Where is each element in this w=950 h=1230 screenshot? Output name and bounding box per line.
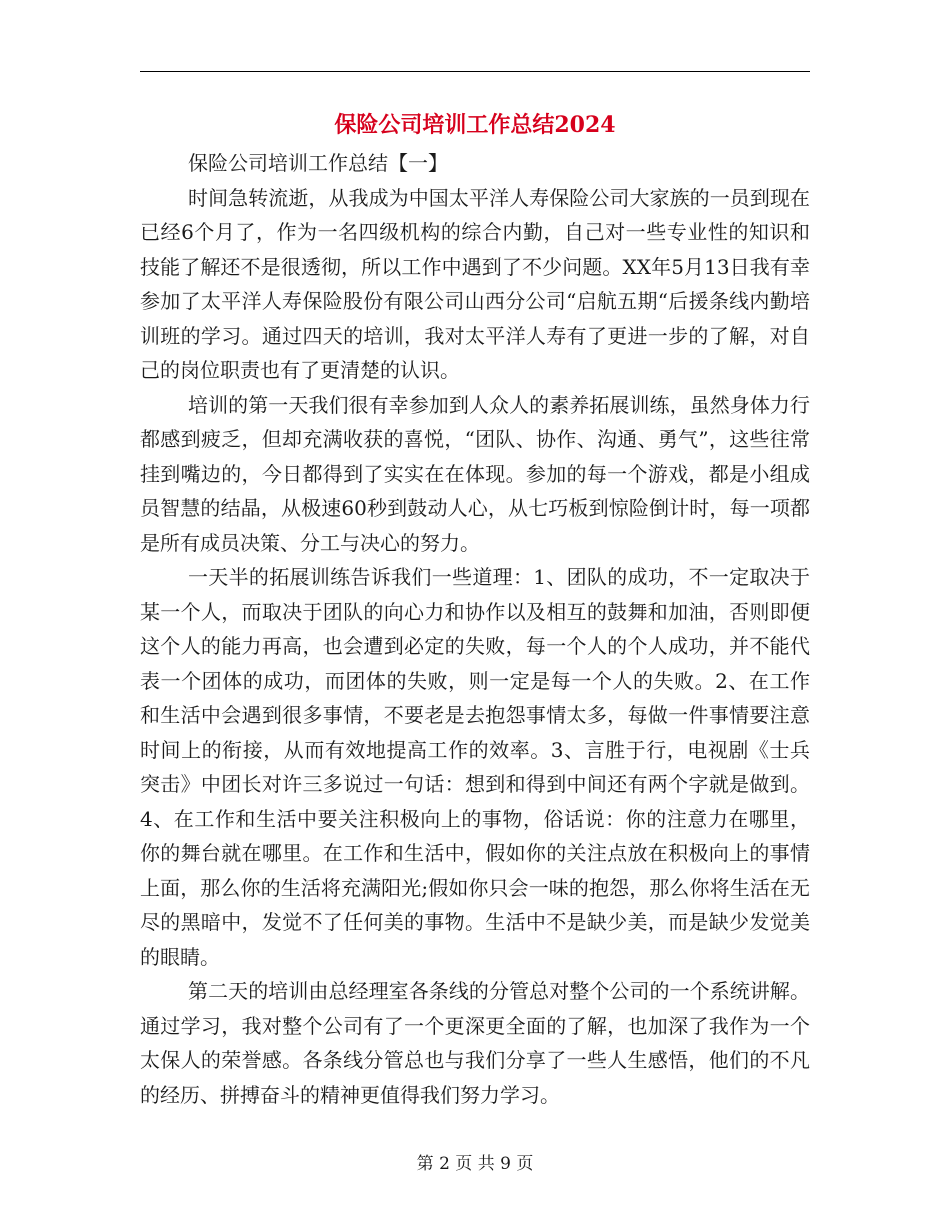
page-number-footer: 第 2 页 共 9 页	[416, 1154, 534, 1174]
document-body	[140, 146, 810, 1112]
document-title: 保险公司培训工作总结2024	[334, 112, 616, 138]
paragraph-2: 培训的第一天我们很有幸参加到人众人的素养拓展训练，虽然身体力行都感到疲乏，但却充满收获的喜悦，“团队、协作、沟通、勇气”，这些往常挂到嘴边的，今日都得到了实实在在体现。参加的每一个游戏，都是小组成员智慧的结晶，从极速60秒到鼓动人心，从七巧板到惊险倒计时，每一项都是所有成员决策、分工与决心的努力。	[140, 392, 810, 555]
paragraph-4: 第二天的培训由总经理室各条线的分管总对整个公司的一个系统讲解。通过学习，我对整个公司有了一个更深更全面的了解，也加深了我作为一个太保人的荣誉感。各条线分管总也与我们分享了一些人生感悟，他们的不凡的经历、拼搏奋斗的精神更值得我们努力学习。	[140, 979, 810, 1107]
paragraph-1: 时间急转流逝，从我成为中国太平洋人寿保险公司大家族的一员到现在已经6个月了，作为一名四级机构的综合内勤，自己对一些专业性的知识和技能了解还不是很透彻，所以工作中遇到了不少问题。XX年5月13日我有幸参加了太平洋人寿保险股份有限公司山西分公司“启航五期“后援条线内勤培训班的学习。通过四天的培训，我对太平洋人寿有了更进一步的了解，对自己的岗位职责也有了更清楚的认识。	[140, 185, 810, 382]
section-heading: 保险公司培训工作总结【一】	[188, 151, 448, 175]
paragraph-3: 一天半的拓展训练告诉我们一些道理：1、团队的成功，不一定取决于某一个人，而取决于团队的向心力和协作以及相互的鼓舞和加油，否则即便这个人的能力再高，也会遭到必定的失败，每一个人的个人成功，并不能代表一个团体的成功，而团体的失败，则一定是每一个人的失败。2、在工作和生活中会遇到很多事情，不要老是去抱怨事情太多，每做一件事情要注意时间上的衔接，从而有效地提高工作的效率。3、言胜于行，电视剧《士兵突击》中团长对许三多说过一句话：想到和得到中间还有两个字就是做到。4、在工作和生活中要关注积极向上的事物，俗话说：你的注意力在哪里，你的舞台就在哪里。在工作和生活中，假如你的关注点放在积极向上的事情上面，那么你的生活将充满阳光;假如你只会一味的抱怨，那么你将生活在无尽的黑暗中，发觉不了任何美的事物。生活中不是缺少美，而是缺少发觉美的眼睛。	[140, 565, 810, 969]
header-rule	[140, 71, 810, 72]
